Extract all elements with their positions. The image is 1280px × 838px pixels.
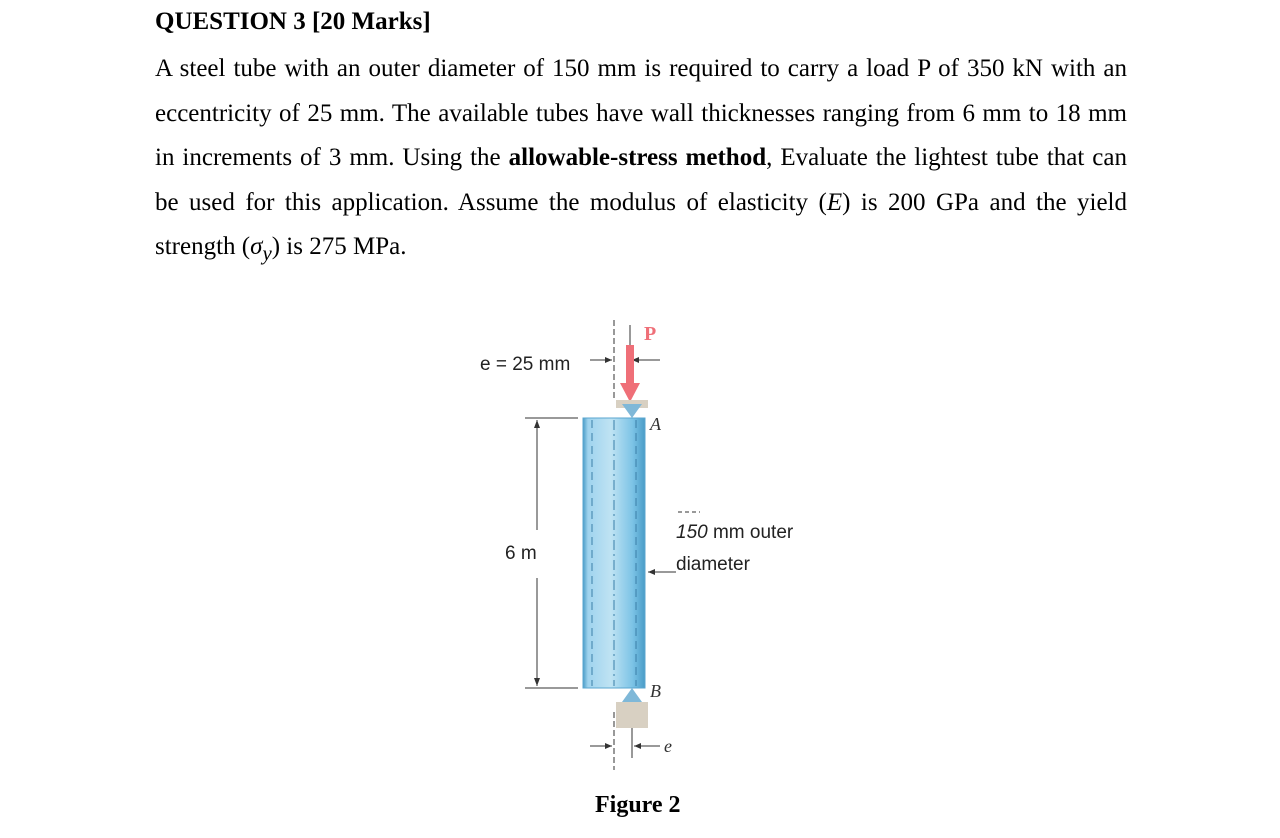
method-emphasis: allowable-stress method xyxy=(508,144,767,171)
diameter-label-line-2: diameter xyxy=(676,554,750,575)
sigma-subscript: y xyxy=(262,241,272,265)
bottom-ecc-arrowhead-right xyxy=(634,743,641,749)
figure-caption: Figure 2 xyxy=(595,792,681,818)
sigma-symbol: σ xyxy=(250,233,263,260)
bottom-pin xyxy=(622,688,642,702)
question-heading: QUESTION 3 [20 Marks] xyxy=(155,8,431,35)
modulus-symbol: E xyxy=(826,188,843,216)
load-arrow-shaft xyxy=(626,345,634,385)
ecc-arrowhead-left xyxy=(605,357,612,363)
diameter-unit-1: mm outer xyxy=(707,522,794,543)
load-arrowhead xyxy=(620,383,640,402)
point-a-label: A xyxy=(650,414,661,434)
point-b-label: B xyxy=(650,681,661,701)
question-text-part-3: ) is 200 GPa and the yield strength ( xyxy=(155,188,1128,260)
bottom-e-label: e xyxy=(664,736,672,756)
length-arrowhead-top xyxy=(534,420,540,428)
bottom-ecc-arrowhead-left xyxy=(605,743,612,749)
top-pin xyxy=(622,404,642,418)
question-text-part-1: A steel tube with an outer diameter of 150 mm is required to carry a load P of 350 kN with an eccentricity of 25 mm. The available tubes have wall thicknesses ranging from 6 mm to 18 mm in increments of 3 mm. Using the xyxy=(155,55,1127,171)
diameter-value: 150 xyxy=(676,522,708,543)
bottom-support-block xyxy=(616,702,648,728)
load-label: P xyxy=(644,323,657,345)
diameter-label-line-1 xyxy=(676,522,794,543)
diameter-leader-arrowhead xyxy=(648,569,655,575)
length-arrowhead-bottom xyxy=(534,678,540,686)
question-text-part-4: ) is 275 MPa. xyxy=(271,233,407,260)
length-label: 6 m xyxy=(505,543,537,564)
eccentricity-label: e = 25 mm xyxy=(480,354,571,375)
question-text-part-2: , Evaluate the lightest tube that can be used for this application. Assume the modulus of elasticity ( xyxy=(155,144,1127,216)
